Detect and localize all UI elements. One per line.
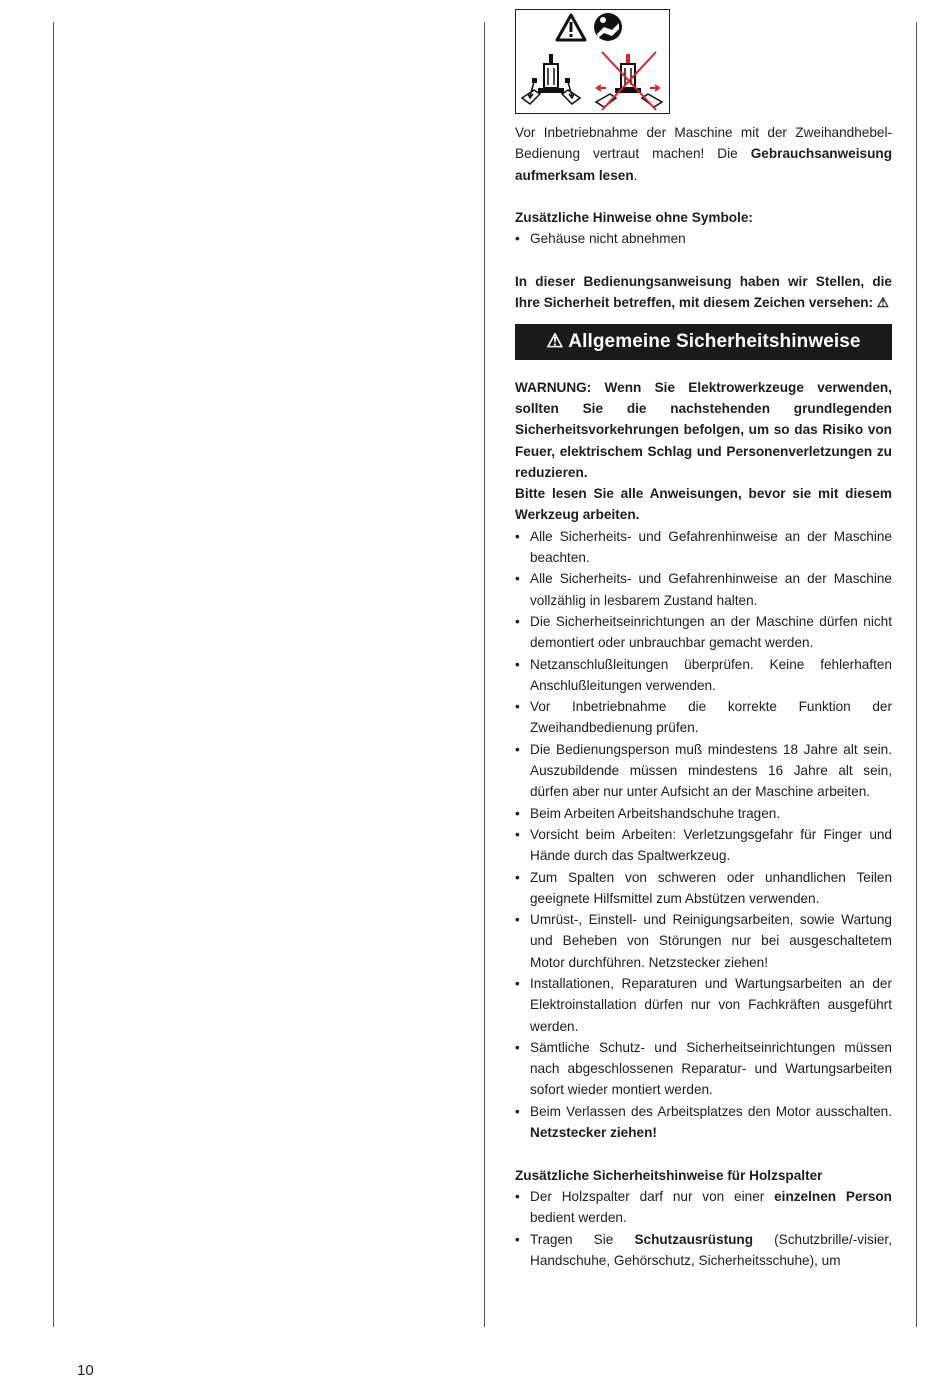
list-item: • Alle Sicherheits- und Gefahrenhinweise an der Maschine beachten. <box>515 526 892 569</box>
column-divider-rule <box>484 22 485 1327</box>
left-margin-rule <box>53 22 54 1327</box>
splitter-item-1-bold: einzelnen Person <box>774 1188 892 1204</box>
right-margin-rule <box>916 22 917 1327</box>
splitter-item-2-end: (Schutzbrille/-visier, Handschuhe, Gehörschutz, Sicherheitsschuhe), um <box>530 1231 892 1268</box>
list-item: • Beim Arbeiten Arbeitshandschuhe tragen. <box>515 803 892 824</box>
list-item <box>515 1229 892 1272</box>
splitter-item-1-text: Der Holzspalter darf nur von einer <box>530 1188 775 1204</box>
notice-text: In dieser Bedienungsanweisung haben wir Stellen, die Ihre Sicherheit betreffen, mit diesem Zeichen versehen: <box>515 274 892 311</box>
list-item: • Die Bedienungsperson muß mindestens 18 Jahre alt sein. Auszubildende müssen mindestens 16 Jahre alt sein, dürfen aber nur unter Aufsicht an der Maschine arbeiten. <box>515 739 892 803</box>
extra-notes-heading: Zusätzliche Hinweise ohne Symbole: <box>515 210 753 226</box>
read-manual-icon <box>594 13 622 41</box>
splitter-item-1-end: bedient werden. <box>530 1210 627 1226</box>
one-hand-prohibited-icon <box>596 52 662 110</box>
warning-symbol-icon: ⚠ <box>876 295 890 311</box>
list-item: • Sämtliche Schutz- und Sicherheitseinrichtungen müssen nach abgeschlossenen Reparatur- und Wartungsarbeiten sofort wieder montiert werden. <box>515 1037 892 1101</box>
intro-end: . <box>633 167 638 183</box>
warning-triangle-icon <box>557 15 585 40</box>
last-item-text: Beim Verlassen des Arbeitsplatzes den Motor ausschalten. <box>530 1103 892 1119</box>
list-item <box>515 1101 892 1144</box>
section-banner <box>515 324 892 360</box>
right-column <box>515 0 892 1271</box>
extra-notes-list <box>515 228 892 249</box>
list-item: • Zum Spalten von schweren oder unhandlichen Teilen geeignete Hilfsmittel zum Abstützen verwenden. <box>515 867 892 910</box>
list-item <box>515 1186 892 1229</box>
list-item: • Umrüst-, Einstell- und Reinigungsarbeiten, sowie Wartung und Beheben von Störungen nur bei ausgeschaltetem Motor durchführen. Netzstecker ziehen! <box>515 909 892 973</box>
list-item: • Installationen, Reparaturen und Wartungsarbeiten an der Elektroinstallation dürfen nur von Fachkräften ausgeführt werden. <box>515 973 892 1037</box>
general-safety-list <box>515 526 892 1144</box>
last-item-bold: Netzstecker ziehen! <box>530 1125 657 1141</box>
safety-pictogram <box>515 9 670 114</box>
splitter-heading: Zusätzliche Sicherheitshinweise für Holzspalter <box>515 1167 823 1183</box>
warning-paragraph: WARNUNG: Wenn Sie Elektrowerkzeuge verwenden, sollten Sie die nachstehenden grundlegenden Sicherheitsvorkehrungen befolgen, um so das Risiko von Feuer, elektrischem Schlag und Personenverletzungen zu reduzieren. <box>515 379 892 480</box>
banner-warning-icon: ⚠ <box>546 330 564 352</box>
intro-bold-text: Gebrauchsanweisung aufmerksam lesen <box>515 146 892 183</box>
intro-paragraph <box>515 122 892 186</box>
splitter-item-2-text: Tragen Sie <box>530 1231 635 1247</box>
two-hand-operation-icon <box>522 54 580 104</box>
list-item: • Gehäuse nicht abnehmen <box>515 228 892 249</box>
list-item: • Die Sicherheitseinrichtungen an der Maschine dürfen nicht demontiert oder unbrauchbar gemacht werden. <box>515 611 892 654</box>
list-item: • Vorsicht beim Arbeiten: Verletzungsgefahr für Finger und Hände durch das Spaltwerkzeug. <box>515 824 892 867</box>
banner-title: Allgemeine Sicherheitshinweise <box>568 330 861 352</box>
list-item: • Alle Sicherheits- und Gefahrenhinweise an der Maschine vollzählig in lesbarem Zustand halten. <box>515 568 892 611</box>
list-item: • Netzanschlußleitungen überprüfen. Keine fehlerhaften Anschlußleitungen verwenden. <box>515 654 892 697</box>
notice-paragraph <box>515 271 892 314</box>
intro-text: Vor Inbetriebnahme der Maschine mit der Zweihandhebel-Bedienung vertraut machen! Die <box>515 125 892 162</box>
splitter-safety-list <box>515 1186 892 1271</box>
page-number: 10 <box>77 1362 94 1379</box>
list-item: • Vor Inbetriebnahme die korrekte Funktion der Zweihandbedienung prüfen. <box>515 696 892 739</box>
read-instructions-paragraph: Bitte lesen Sie alle Anweisungen, bevor sie mit diesem Werkzeug arbeiten. <box>515 486 892 523</box>
splitter-item-2-bold: Schutzausrüstung <box>634 1231 754 1247</box>
